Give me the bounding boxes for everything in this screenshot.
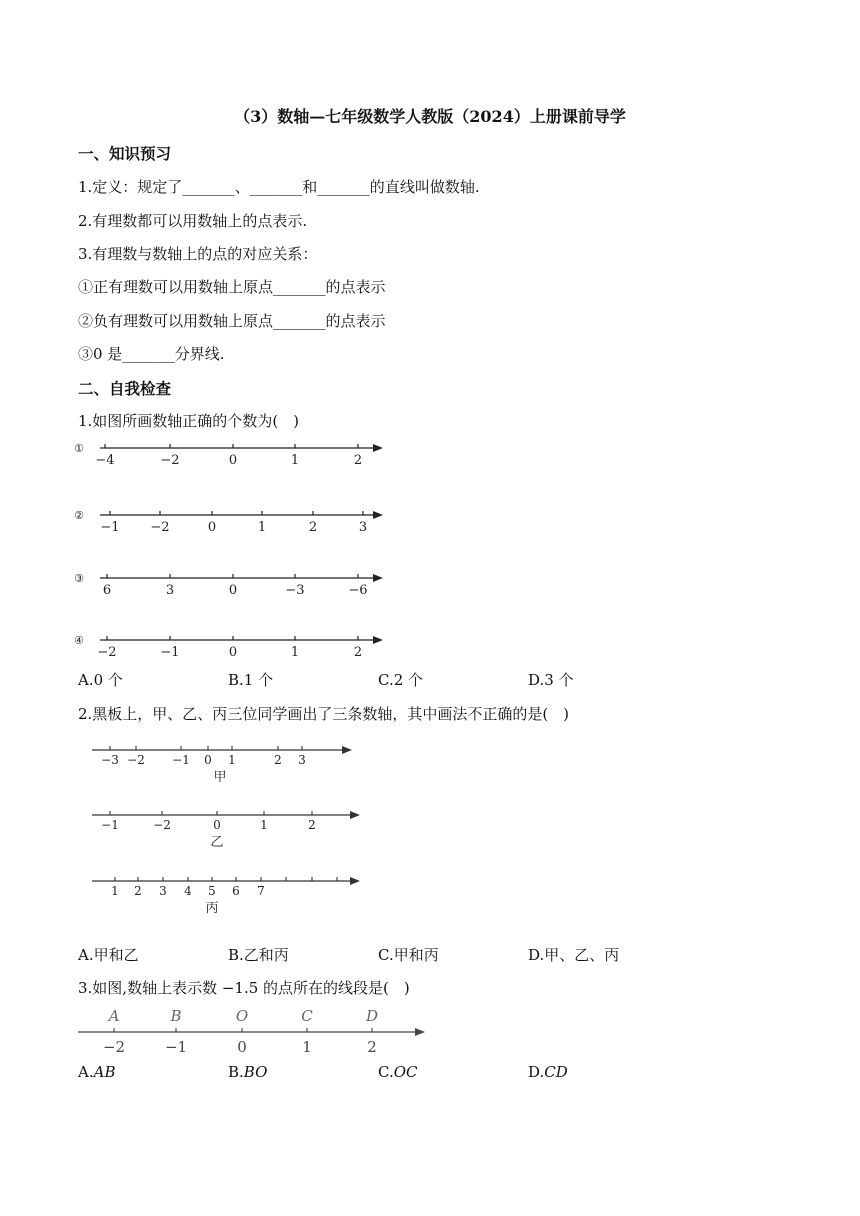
q3-axis-tick-label: 1 (302, 1038, 312, 1056)
q1-axis-4-tick-label: 2 (353, 645, 363, 660)
q3-stem: 3.如图,数轴上表示数 −1.5 的点所在的线段是( ) (78, 979, 410, 997)
q2-axis-1-line-arrowhead (342, 746, 352, 754)
q2-axis-3-tick-label: 6 (232, 884, 240, 898)
q3-option-d-segment: CD (544, 1063, 568, 1081)
q3-axis-tick-label: −2 (102, 1038, 126, 1056)
q2-axis-2-tick-label: 0 (213, 818, 221, 832)
q3-point-letter: C (301, 1007, 313, 1025)
q3-axis-line-arrowhead (415, 1028, 425, 1036)
q2-axis-1-student-name: 甲 (213, 770, 227, 785)
q3-number-line-figure (70, 1002, 440, 1062)
q1-option-a[interactable]: A.0 个 (78, 671, 123, 689)
q2-axis-2-tick-label: −1 (101, 818, 119, 832)
q2-axis-1-tick-label: 0 (204, 753, 212, 767)
q3-option-d[interactable] (528, 1063, 568, 1081)
q2-stem: 2.黑板上，甲、乙、丙三位同学画出了三条数轴，其中画法不正确的是( ) (78, 705, 570, 723)
section-heading-preview: 一、知识预习 (78, 144, 172, 163)
q3-option-c-prefix: C. (378, 1063, 394, 1081)
q1-axis-2-tick-label: −1 (100, 520, 120, 535)
q2-axis-3-tick-label: 7 (257, 884, 265, 898)
q2-axis-3-tick-label: 3 (159, 884, 167, 898)
q2-axis-3-tick-label: 4 (184, 884, 192, 898)
q1-axis-1-marker: ① (74, 442, 84, 455)
q3-point-letter: D (365, 1007, 379, 1025)
q1-axis-2-marker: ② (74, 509, 84, 522)
q2-axis-3-tick-label: 5 (208, 884, 216, 898)
q1-axis-3-tick-label: 3 (165, 583, 175, 598)
preview-line-1: 1.定义：规定了_______、_______和_______的直线叫做数轴. (78, 178, 480, 196)
q1-axis-1-line-arrowhead (373, 444, 383, 452)
preview-line-6: ③0 是_______分界线. (78, 345, 225, 363)
q2-axis-2-tick-label: 1 (260, 818, 268, 832)
q3-axis-tick-label: −1 (164, 1038, 188, 1056)
q2-axis-1-tick-label: 2 (274, 753, 282, 767)
q1-axis-4-tick-label: −1 (160, 645, 180, 660)
q1-axis-1-tick-label: −2 (160, 453, 180, 468)
q3-point-letter: B (170, 1007, 182, 1025)
q2-axis-1-tick-label: 1 (228, 753, 236, 767)
q3-option-a[interactable] (78, 1063, 115, 1081)
q2-axis-2-tick-label: 2 (308, 818, 316, 832)
q2-axis-3-tick-label: 2 (134, 884, 142, 898)
preview-line-2: 2.有理数都可以用数轴上的点表示. (78, 212, 308, 230)
q1-axis-2-tick-label: −2 (150, 520, 170, 535)
q3-point-letter: O (235, 1007, 249, 1025)
q1-axis-3-tick-label: −3 (285, 583, 305, 598)
q1-option-d[interactable]: D.3 个 (528, 671, 574, 689)
q3-option-d-prefix: D. (528, 1063, 545, 1081)
q3-option-b[interactable] (228, 1063, 267, 1081)
q2-axis-2-line-arrowhead (350, 811, 360, 819)
q1-axis-1-tick-label: 2 (353, 453, 363, 468)
q1-axis-1-tick-label: 0 (228, 453, 238, 468)
q2-option-b[interactable]: B.乙和丙 (228, 946, 289, 964)
q2-option-d[interactable]: D.甲、乙、丙 (528, 946, 620, 964)
q2-number-lines-figure (80, 730, 380, 930)
q3-option-b-prefix: B. (228, 1063, 244, 1081)
q1-number-lines-figure (70, 430, 400, 665)
q2-axis-3-student-name: 丙 (205, 901, 219, 916)
q3-option-c[interactable] (378, 1063, 418, 1081)
q2-axis-3-tick-label: 1 (111, 884, 119, 898)
q2-axis-1-tick-label: 3 (298, 753, 306, 767)
q3-option-a-prefix: A. (78, 1063, 94, 1081)
q1-axis-4-tick-label: 0 (228, 645, 238, 660)
q1-axis-2-tick-label: 3 (358, 520, 368, 535)
q3-option-b-segment: BO (243, 1063, 268, 1081)
q3-option-c-segment: OC (393, 1063, 418, 1081)
q1-axis-4-line-arrowhead (373, 636, 383, 644)
q2-option-a[interactable]: A.甲和乙 (78, 946, 139, 964)
q1-axis-3-marker: ③ (74, 572, 84, 585)
q1-axis-2-tick-label: 1 (257, 520, 267, 535)
q3-point-letter: A (108, 1007, 120, 1025)
q2-axis-1-tick-label: −2 (127, 753, 145, 767)
q1-axis-3-tick-label: 6 (102, 583, 112, 598)
q1-axis-3-tick-label: 0 (228, 583, 238, 598)
q1-axis-4-marker: ④ (74, 634, 84, 647)
q1-axis-1-tick-label: −4 (95, 453, 115, 468)
q1-stem: 1.如图所画数轴正确的个数为( ) (78, 412, 300, 430)
q2-axis-2-student-name: 乙 (210, 835, 224, 850)
q1-option-b[interactable]: B.1 个 (228, 671, 274, 689)
preview-line-4: ①正有理数可以用数轴上原点_______的点表示 (78, 278, 386, 296)
q3-axis-tick-label: 2 (367, 1038, 377, 1056)
q1-axis-3-line-arrowhead (373, 574, 383, 582)
q3-axis-tick-label: 0 (237, 1038, 247, 1056)
q2-axis-1-tick-label: −3 (101, 753, 119, 767)
q1-axis-2-tick-label: 2 (308, 520, 318, 535)
q1-axis-1-tick-label: 1 (290, 453, 300, 468)
q2-axis-2-tick-label: −2 (153, 818, 171, 832)
q2-axis-3-line-arrowhead (350, 877, 360, 885)
q1-axis-2-line-arrowhead (373, 511, 383, 519)
preview-line-5: ②负有理数可以用数轴上原点_______的点表示 (78, 312, 386, 330)
q1-axis-4-tick-label: 1 (290, 645, 300, 660)
q1-axis-4-tick-label: −2 (97, 645, 117, 660)
q1-axis-3-tick-label: −6 (348, 583, 368, 598)
section-heading-selfcheck: 二、自我检查 (78, 379, 172, 398)
q2-option-c[interactable]: C.甲和丙 (378, 946, 439, 964)
page-title: （3）数轴—七年级数学人教版（2024）上册课前导学 (234, 107, 626, 126)
q2-axis-1-tick-label: −1 (172, 753, 190, 767)
q3-option-a-segment: AB (93, 1063, 116, 1081)
preview-line-3: 3.有理数与数轴上的点的对应关系： (78, 245, 318, 263)
q1-axis-2-tick-label: 0 (207, 520, 217, 535)
q1-option-c[interactable]: C.2 个 (378, 671, 424, 689)
